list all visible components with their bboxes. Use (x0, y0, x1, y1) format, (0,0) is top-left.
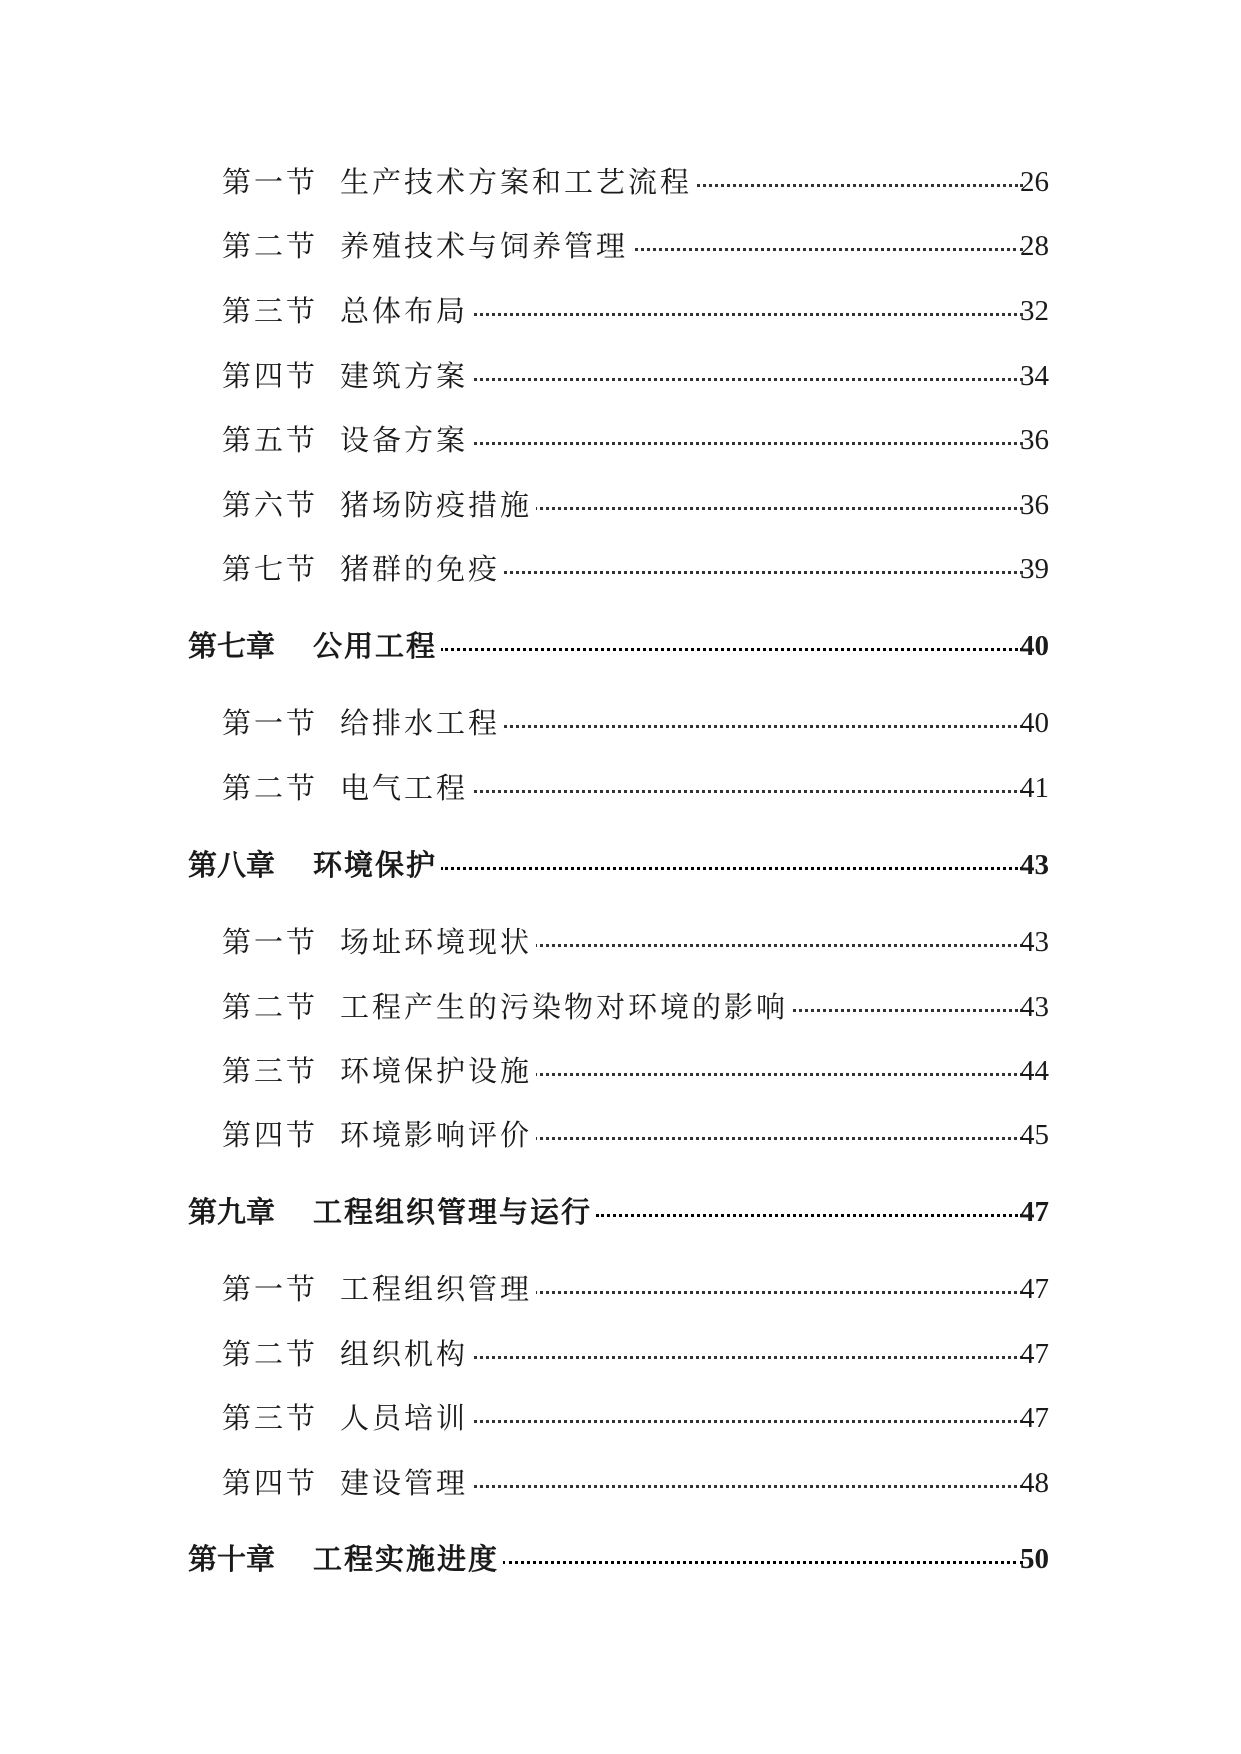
toc-page-number: 40 (1020, 630, 1049, 662)
toc-entry-number: 第三节 (222, 1401, 319, 1435)
toc-leader-dots (522, 507, 1023, 510)
toc-entry-title: 工程组织管理 (340, 1265, 536, 1313)
toc-leader-dots (462, 442, 1023, 445)
toc-entry-number: 第一节 (222, 1272, 319, 1306)
toc-entry-number: 第二节 (222, 229, 319, 263)
toc-entry-title: 人员培训 (340, 1394, 472, 1442)
toc-entry-title: 生产技术方案和工艺流程 (340, 158, 696, 206)
toc-chapter-title: 公用工程 (313, 622, 441, 670)
toc-page-number: 43 (1020, 991, 1049, 1023)
toc-page-number: 41 (1020, 772, 1049, 804)
toc-leader-dots (440, 867, 1023, 870)
toc-leader-dots (522, 944, 1023, 947)
toc-page-number: 47 (1020, 1338, 1049, 1370)
toc-entry-title: 电气工程 (340, 764, 472, 812)
toc-entry[interactable] (0, 1330, 1241, 1378)
toc-entry[interactable] (0, 352, 1241, 400)
toc-entry-number: 第五节 (222, 423, 319, 457)
toc-entry-title: 工程产生的污染物对环境的影响 (340, 983, 792, 1031)
toc-leader-dots (493, 725, 1023, 728)
toc-entry[interactable] (0, 158, 1241, 206)
toc-page-number: 45 (1020, 1119, 1049, 1151)
toc-entry-number: 第一节 (222, 165, 319, 199)
toc-chapter-number: 第九章 (188, 1195, 276, 1229)
toc-page-number: 40 (1020, 707, 1049, 739)
toc-entry[interactable] (0, 416, 1241, 464)
toc-chapter-entry[interactable] (0, 1535, 1241, 1583)
toc-page-number: 43 (1020, 926, 1049, 958)
toc-entry[interactable] (0, 1265, 1241, 1313)
toc-page-number: 50 (1020, 1543, 1049, 1575)
toc-entry[interactable] (0, 545, 1241, 593)
toc-entry-title: 设备方案 (340, 416, 472, 464)
toc-entry-title: 猪群的免疫 (340, 545, 504, 593)
toc-entry-number: 第二节 (222, 990, 319, 1024)
toc-chapter-title: 工程实施进度 (313, 1535, 503, 1583)
toc-entry[interactable] (0, 1459, 1241, 1507)
toc-chapter-number: 第八章 (188, 848, 276, 882)
toc-entry-title: 组织机构 (340, 1330, 472, 1378)
toc-chapter-entry[interactable] (0, 622, 1241, 670)
toc-leader-dots (462, 1485, 1023, 1488)
toc-entry-title: 建设管理 (340, 1459, 472, 1507)
toc-chapter-entry[interactable] (0, 841, 1241, 889)
toc-entry-number: 第四节 (222, 1466, 319, 1500)
toc-entry-number: 第四节 (222, 359, 319, 393)
toc-entry-title: 给排水工程 (340, 699, 504, 747)
toc-entry-number: 第四节 (222, 1118, 319, 1152)
toc-entry-title: 场址环境现状 (340, 918, 536, 966)
toc-leader-dots (462, 790, 1023, 793)
toc-entry-number: 第七节 (222, 552, 319, 586)
toc-entry-title: 猪场防疫措施 (340, 481, 536, 529)
toc-chapter-number: 第七章 (188, 629, 276, 663)
toc-entry[interactable] (0, 1047, 1241, 1095)
toc-chapter-entry[interactable] (0, 1188, 1241, 1236)
toc-leader-dots (462, 378, 1023, 381)
toc-page-number: 36 (1020, 489, 1049, 521)
toc-entry-title: 环境影响评价 (340, 1111, 536, 1159)
toc-page-number: 39 (1020, 553, 1049, 585)
toc-entry[interactable] (0, 287, 1241, 335)
toc-entry[interactable] (0, 1394, 1241, 1442)
toc-page-number: 44 (1020, 1055, 1049, 1087)
toc-entry-number: 第二节 (222, 1337, 319, 1371)
toc-entry[interactable] (0, 764, 1241, 812)
toc-leader-dots (493, 571, 1023, 574)
toc-page-number: 32 (1020, 295, 1049, 327)
toc-leader-dots (502, 1561, 1023, 1564)
toc-page-number: 47 (1020, 1196, 1049, 1228)
toc-leader-dots (522, 1073, 1023, 1076)
toc-entry-number: 第二节 (222, 771, 319, 805)
toc-entry-title: 养殖技术与饲养管理 (340, 222, 632, 270)
toc-entry-number: 第六节 (222, 488, 319, 522)
toc-entry-title: 建筑方案 (340, 352, 472, 400)
toc-entry-title: 环境保护设施 (340, 1047, 536, 1095)
toc-leader-dots (596, 1214, 1023, 1217)
toc-chapter-title: 环境保护 (313, 841, 441, 889)
toc-entry[interactable] (0, 983, 1241, 1031)
toc-page-number: 26 (1020, 166, 1049, 198)
toc-leader-dots (770, 1009, 1023, 1012)
toc-entry-number: 第三节 (222, 294, 319, 328)
toc-entry[interactable] (0, 1111, 1241, 1159)
toc-entry[interactable] (0, 699, 1241, 747)
toc-leader-dots (610, 248, 1023, 251)
toc-leader-dots (440, 648, 1023, 651)
toc-leader-dots (462, 1420, 1023, 1423)
toc-chapter-title: 工程组织管理与运行 (313, 1188, 596, 1236)
toc-page-number: 47 (1020, 1402, 1049, 1434)
toc-chapter-number: 第十章 (188, 1542, 276, 1576)
toc-page-number: 34 (1020, 360, 1049, 392)
toc-page-number: 48 (1020, 1467, 1049, 1499)
toc-entry-number: 第三节 (222, 1054, 319, 1088)
toc-leader-dots (462, 1356, 1023, 1359)
toc-leader-dots (522, 1137, 1023, 1140)
toc-entry[interactable] (0, 918, 1241, 966)
toc-entry-number: 第一节 (222, 925, 319, 959)
toc-leader-dots (650, 184, 1023, 187)
toc-leader-dots (462, 313, 1023, 316)
toc-entry[interactable] (0, 222, 1241, 270)
toc-page-number: 47 (1020, 1273, 1049, 1305)
toc-leader-dots (522, 1291, 1023, 1294)
toc-entry-title: 总体布局 (340, 287, 472, 335)
toc-page-number: 43 (1020, 849, 1049, 881)
toc-entry[interactable] (0, 481, 1241, 529)
toc-entry-number: 第一节 (222, 706, 319, 740)
toc-page-number: 28 (1020, 230, 1049, 262)
toc-page-number: 36 (1020, 424, 1049, 456)
